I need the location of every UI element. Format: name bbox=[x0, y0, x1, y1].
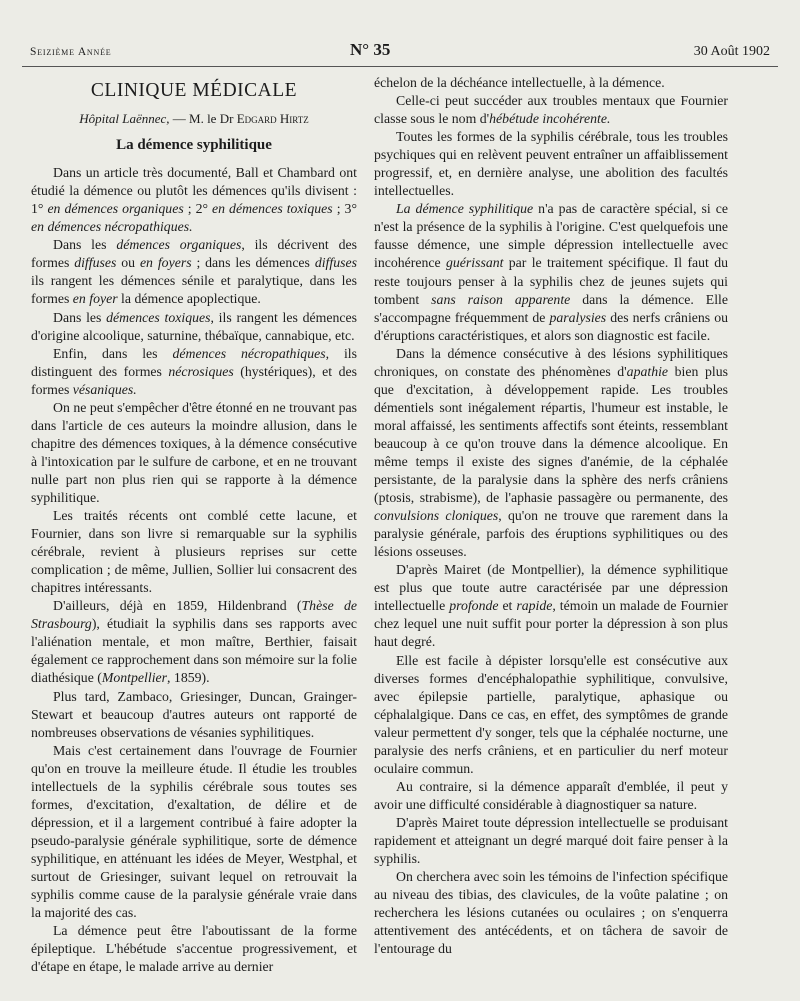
text-run: par le traitement spécifique. Il faut du reste toujours penser à la syphilis chez de jeunes sujets qui tombent bbox=[374, 255, 729, 307]
text-run: Enfin, dans les bbox=[53, 345, 173, 361]
emphasis-text: en démences toxiques bbox=[212, 201, 333, 217]
paragraph bbox=[374, 778, 728, 814]
left-body bbox=[31, 164, 357, 976]
text-run: ; dans les démences bbox=[191, 255, 315, 271]
left-column bbox=[31, 74, 357, 976]
text-run: Plus tard, Zambaco, Griesinger, Duncan, Grainger-Stewart et beaucoup d'autres auteurs ont rapporté de nombreuses observations de vésanies syphilitiques. bbox=[31, 688, 357, 740]
text-run: ), étudiait la syphilis dans ses rapports avec l'aliénation mentale, et mon maître, Berthier, faisait également ce rapprochement dans son mémoire sur la folie diathésique ( bbox=[31, 616, 357, 686]
text-run: , ils distinguent des formes bbox=[31, 345, 357, 379]
emphasis-text: Thèse de Strasbourg bbox=[31, 598, 357, 632]
text-run: , témoin un malade de Fournier chez lequel une nuit suffit pour porter la dépression à son plus haut degré. bbox=[374, 598, 728, 650]
text-run: Au contraire, si la démence apparaît d'emblée, il peut y avoir une difficulté considérable à diagnostiquer sa nature. bbox=[374, 778, 728, 812]
paragraph bbox=[374, 92, 728, 128]
text-run: (hystériques), et des formes bbox=[31, 363, 357, 397]
emphasis-text: rapide bbox=[516, 598, 553, 614]
paragraph bbox=[31, 236, 357, 308]
paragraph bbox=[31, 742, 357, 922]
emphasis-text: diffuses bbox=[314, 255, 357, 271]
emphasis-text: démences organiques bbox=[116, 237, 242, 253]
paragraph bbox=[31, 345, 357, 399]
emphasis-text: profonde bbox=[449, 598, 499, 614]
right-column bbox=[374, 74, 728, 958]
emphasis-text: en foyer bbox=[72, 291, 118, 307]
emphasis-text: sans raison apparente bbox=[431, 291, 571, 307]
text-run: Toutes les formes de la syphilis cérébrale, tous les troubles psychiques qui en relèvent peuvent entraîner un affaiblissement progressif, et, en dernière analyse, une abolition des facultés intellectuelles. bbox=[374, 129, 728, 199]
paragraph bbox=[374, 814, 728, 868]
emphasis-text: en démences nécropathiques. bbox=[31, 219, 193, 235]
text-run: échelon de la déchéance intellectuelle, à la démence. bbox=[374, 75, 665, 90]
paragraph bbox=[31, 507, 357, 597]
author-name: Edgard Hirtz bbox=[236, 111, 309, 127]
paragraph bbox=[374, 345, 728, 562]
paragraph bbox=[374, 868, 728, 958]
text-run: D'après Mairet toute dépression intellectuelle se produisant rapidement et atteignant un degré marqué doit faire penser à la syphilis. bbox=[374, 814, 728, 867]
text-run: Les traités récents ont comblé cette lacune, et Fournier, dans son livre si remarquable sur la syphilis cérébrale, revient à plusieurs reprises sur cette complication ; de même, Jullien, Sollier lui consacrent des chapitres intéressants. bbox=[31, 508, 357, 596]
text-run: Dans les bbox=[53, 237, 117, 253]
text-run: bien plus que d'excitation, à développement rapide. Les troubles démentiels sont inégalement répartis, l'humeur est instable, le moral affaissé, les sentiments affectifs sont éteints, ressemblant beaucoup à ce qu'on trouve dans la démence alcoolique. En même temps il existe des signes d'anémie, de la céphalée persistante, de la paralysie dans la sphère des nerfs crâniens (ptosis, strabisme), de l'aphasie passagère ou permanente, des bbox=[374, 363, 728, 506]
right-body bbox=[374, 74, 728, 958]
emphasis-text: en démences organiques bbox=[47, 201, 184, 217]
text-run: , qu'on ne trouve que rarement dans la paralysie générale, parfois des éruptions syphilitiques ou des lésions osseuses. bbox=[374, 508, 728, 560]
emphasis-text: apathie bbox=[626, 363, 669, 379]
emphasis-text: guérissant bbox=[445, 255, 504, 271]
issue-number: N° 35 bbox=[350, 40, 391, 59]
paragraph bbox=[31, 164, 357, 236]
issue-date: 30 Août 1902 bbox=[693, 44, 770, 59]
paragraph bbox=[31, 688, 357, 742]
article-byline bbox=[31, 110, 357, 128]
emphasis-text: paralysies bbox=[549, 309, 607, 325]
text-run: n'a pas de caractère spécial, si ce n'est la présence de la syphilis à l'origine. C'est quelquefois une fausse démence, une simple dépression intellectuelle avec incohérence bbox=[374, 201, 728, 271]
volume-label: Seizième Année bbox=[30, 46, 112, 58]
text-run: Elle est facile à dépister lorsqu'elle est consécutive aux diverses formes d'encéphalopathie syphilitique, convulsive, avec épilepsie partielle, paralytique, aphasique ou céphalalgique. Dans ce cas, en effet, des symptômes de grande valeur permettent d'y songer, tels que la céphalée nocturne, une paralysie des nerfs crâniens, et en particulier du nerf moteur oculaire commun. bbox=[374, 652, 728, 776]
paragraph bbox=[31, 922, 357, 976]
text-run: On ne peut s'empêcher d'être étonné en ne trouvant pas dans l'article de ces auteurs la moindre allusion, dans le chapitre des démences toxiques, à la démence consécutive à l'intoxication par le sulfure de carbone, et en ne trouvant nulle part non plus rien qui se rapporte à la démence syphilitique. bbox=[31, 399, 357, 505]
paragraph bbox=[31, 309, 357, 345]
text-run: ; 3° bbox=[332, 201, 357, 217]
paragraph bbox=[374, 652, 728, 778]
emphasis-text: démences toxiques bbox=[106, 309, 211, 325]
text-run: La démence peut être l'aboutissant de la forme épileptique. L'hébétude s'accentue progressivement, et d'étape en étape, le malade arrive au dernier bbox=[31, 923, 357, 975]
paragraph bbox=[374, 561, 728, 651]
text-run: Celle-ci peut succéder aux troubles mentaux que Fournier classe sous le nom d' bbox=[374, 93, 728, 127]
hospital-name: Hôpital Laënnec, bbox=[79, 111, 170, 127]
text-run: la démence apoplectique. bbox=[117, 291, 261, 307]
text-run: On cherchera avec soin les témoins de l'infection spécifique au niveau des tibias, des clavicules, de la voûte palatine ; on recherchera les lésions cutanées ou oculaires ; on s'enquerra attentivement des antécédents, et on tâchera de savoir de l'entourage du bbox=[374, 869, 728, 957]
article-subtitle: La démence syphilitique bbox=[116, 137, 272, 154]
paragraph bbox=[374, 74, 728, 92]
paragraph bbox=[31, 597, 357, 687]
text-run: dans la démence. Elle s'accompagne fréquemment de bbox=[374, 291, 729, 325]
running-header bbox=[30, 40, 770, 62]
paragraph bbox=[374, 128, 728, 200]
emphasis-text: Montpellier bbox=[101, 670, 168, 686]
text-run: D'ailleurs, déjà en 1859, Hildenbrand ( bbox=[53, 598, 302, 614]
emphasis-text: nécrosiques bbox=[168, 363, 234, 379]
text-run: , ils décrivent des formes bbox=[31, 237, 357, 271]
emphasis-text: convulsions cloniques bbox=[374, 508, 499, 524]
article-title: CLINIQUE MÉDICALE bbox=[90, 80, 298, 101]
header-rule bbox=[22, 66, 778, 67]
emphasis-text: vésaniques. bbox=[72, 381, 137, 397]
text-run: Dans un article très documenté, Ball et Chambard ont étudié la démence ou plutôt les démences qu'ils divisent : 1° bbox=[31, 165, 357, 217]
emphasis-text: démences nécropathiques bbox=[172, 345, 326, 361]
text-run: , 1859). bbox=[167, 670, 210, 686]
text-run: Dans les bbox=[53, 309, 107, 325]
text-run: des nerfs crâniens ou d'éruptions caractéristiques, et alors son diagnostic est facile. bbox=[374, 309, 728, 343]
emphasis-text: hébétude incohérente. bbox=[489, 111, 611, 127]
text-run: ils rangent les démences sénile et paralytique, dans les formes bbox=[31, 273, 357, 307]
text-run: ou bbox=[116, 255, 140, 271]
emphasis-text: La démence syphilitique bbox=[396, 201, 534, 217]
text-run: ; 2° bbox=[183, 201, 213, 217]
emphasis-text: diffuses bbox=[74, 255, 117, 271]
text-run: D'après Mairet (de Montpellier), la démence syphilitique est plus que toute autre caractérisée par une dépression intellectuelle bbox=[374, 562, 728, 614]
byline-separator: — M. le Dr bbox=[169, 111, 237, 127]
text-run: et bbox=[498, 598, 517, 614]
text-run: Dans la démence consécutive à des lésions syphilitiques chroniques, on constate des phénomènes d' bbox=[374, 345, 728, 379]
paragraph bbox=[31, 399, 357, 507]
emphasis-text: en foyers bbox=[139, 255, 192, 271]
text-run: , ils rangent les démences d'origine alcoolique, saturnine, thébaïque, cannabique, etc. bbox=[31, 309, 357, 343]
paragraph bbox=[374, 200, 728, 344]
text-run: Mais c'est certainement dans l'ouvrage de Fournier qu'on en trouve la meilleure étude. Il étudie les troubles intellectuels de la syphilis cérébrale sous toutes ses formes, d'excitation, d'exaltation, de délire et de dépression, et il a largement contribué à faire adopter la pseudo-paralysie générale syphilitique, sorte de démence syphilitique, en atténuant les idées de Meyer, Westphal, et surtout de Griesinger, suivant lequel on retrouvait la syphilis comme cause de la paralysie générale vraie dans la majorité des cas. bbox=[31, 742, 357, 921]
